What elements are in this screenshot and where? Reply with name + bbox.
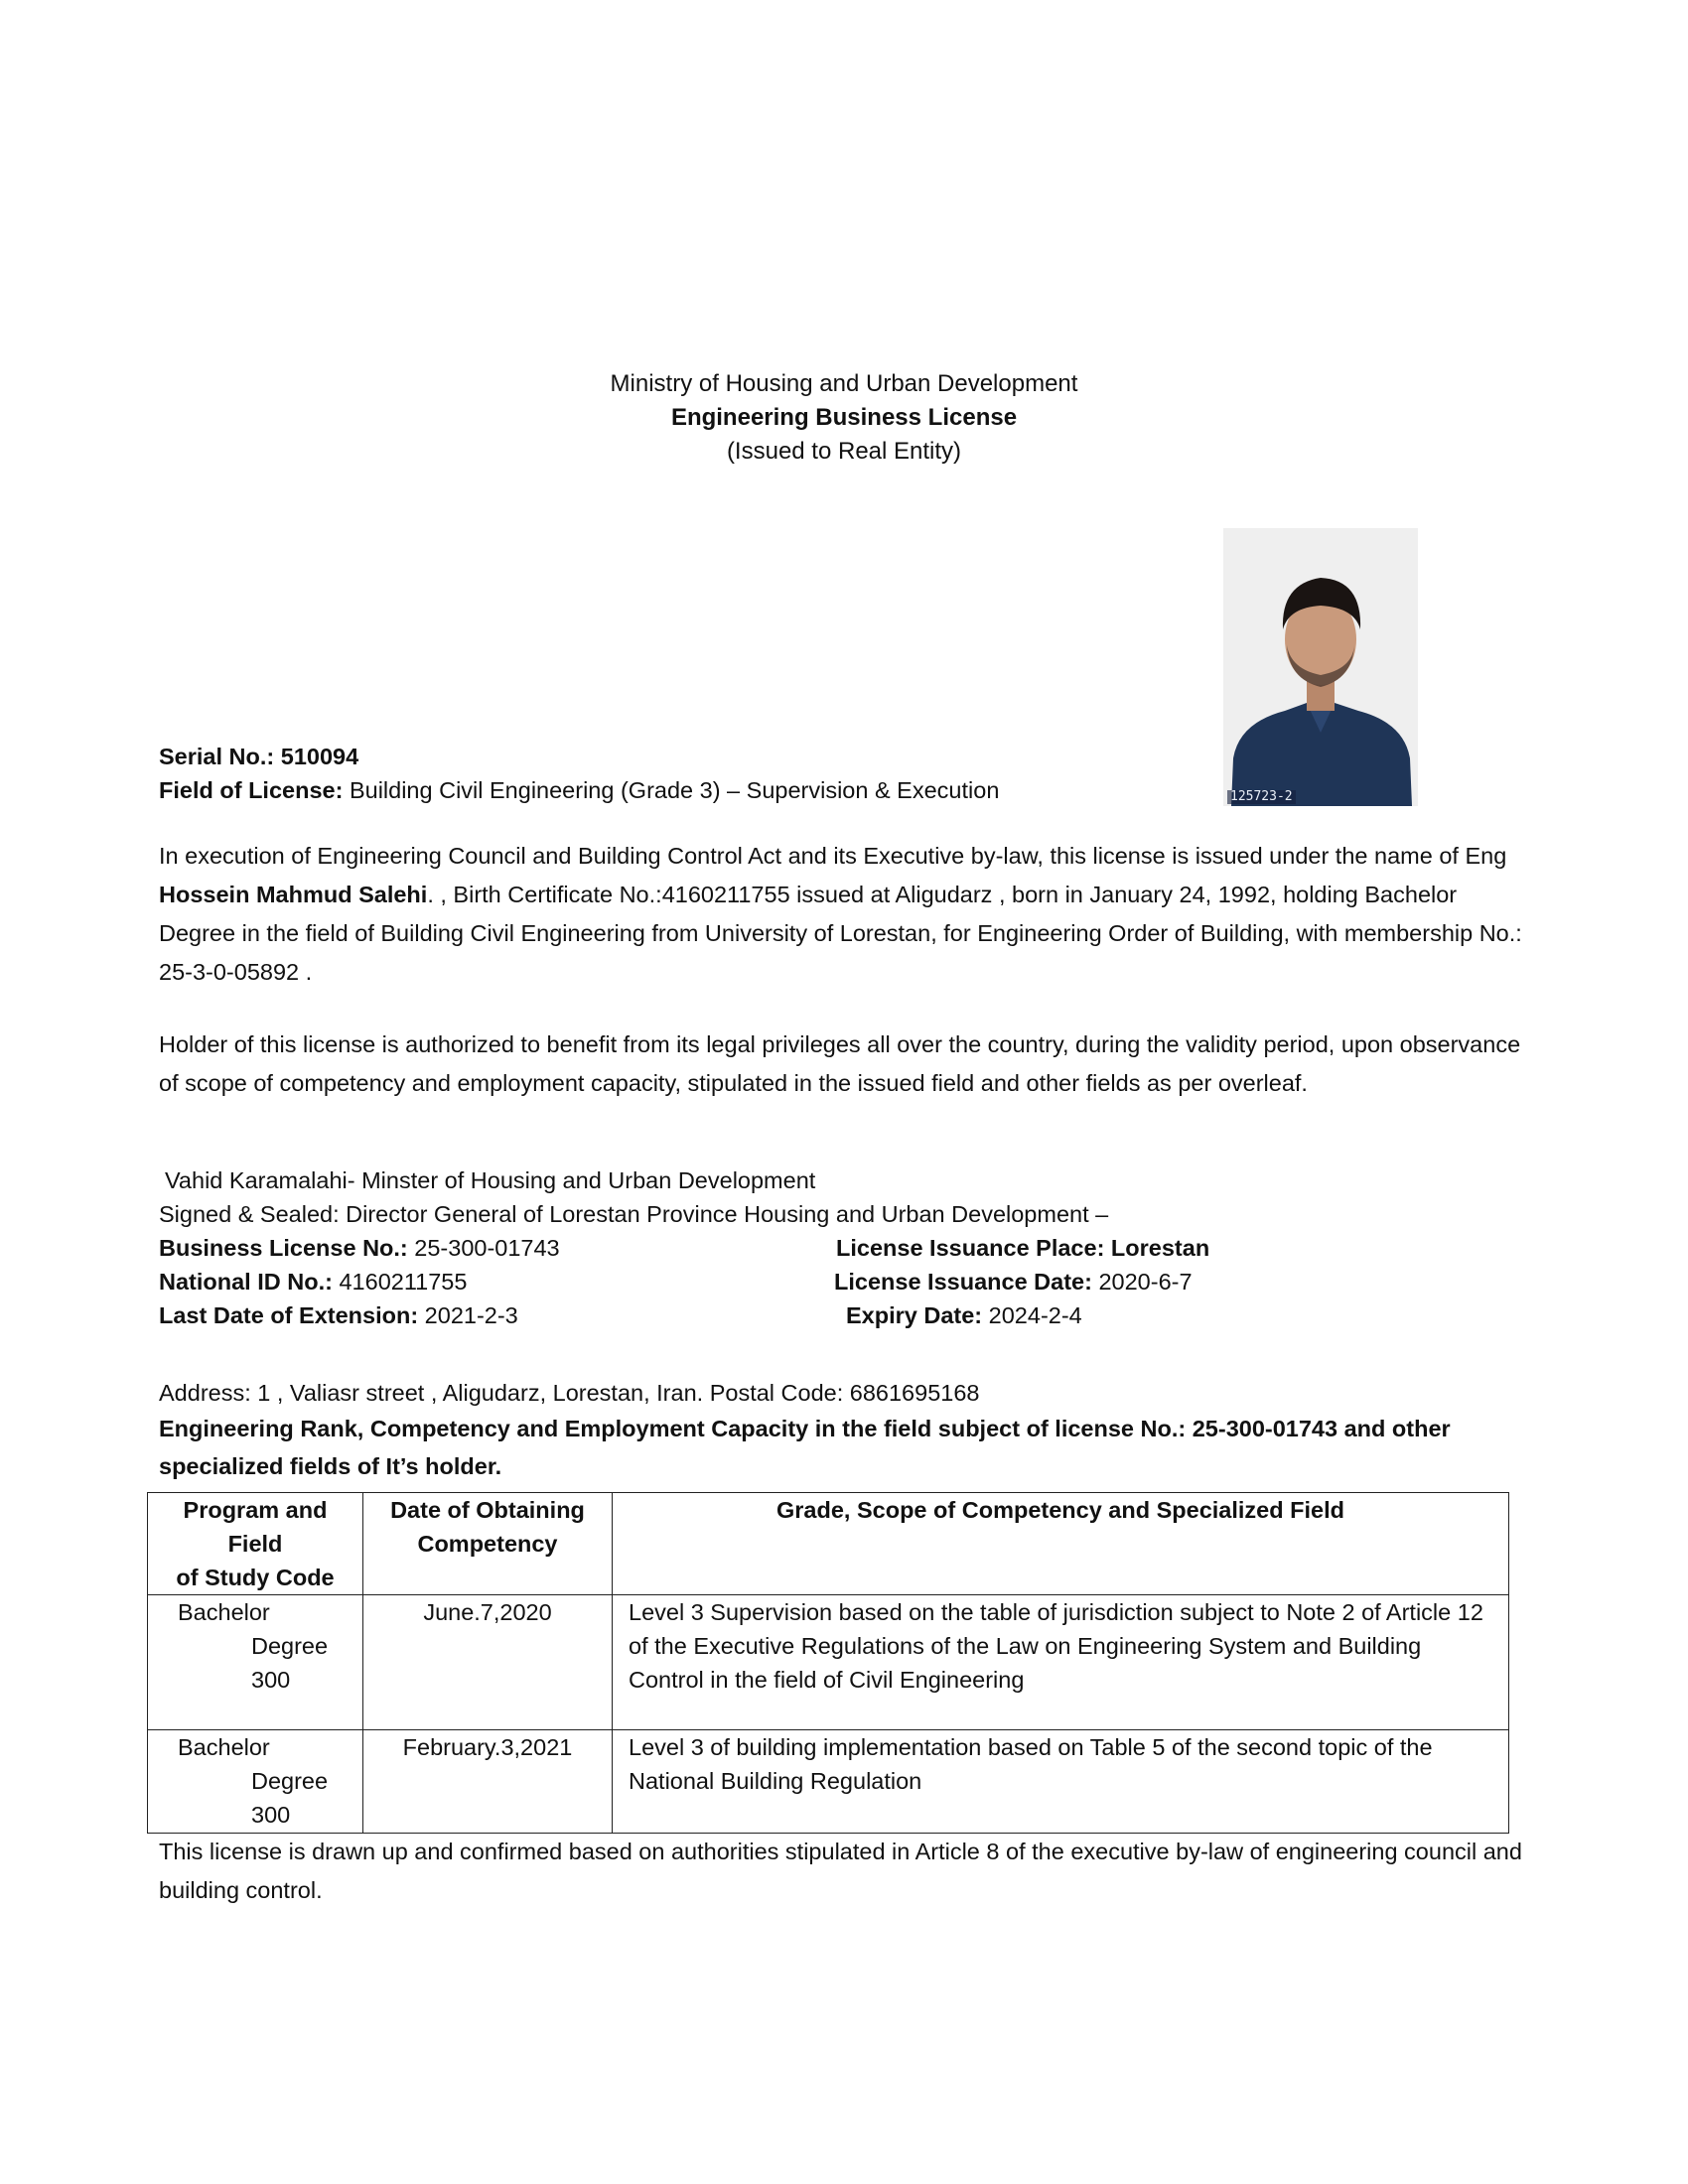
rank-heading: Engineering Rank, Competency and Employment Capacity in the field subject of license No.: 25-300-01743 and other specialized fields of It’s holder. [159,1416,1451,1479]
minister-signature: Vahid Karamalahi- Minster of Housing and Urban Development [165,1167,816,1193]
photo-code: 125723-2 [1227,790,1296,804]
last-date-of-extension: Last Date of Extension: 2021-2-3 [159,1302,518,1328]
national-id-no: National ID No.: 4160211755 [159,1269,468,1295]
holder-authorization: Holder of this license is authorized to benefit from its legal privileges all over the country, during the validity period, upon observance of scope of competency and employment capacity, stipulated in the issued field and other fields as per overleaf. [159,1031,1521,1096]
license-issuance-place: License Issuance Place: Lorestan [836,1235,1210,1261]
portrait-icon [1223,528,1418,806]
holder-name: Hossein Mahmud Salehi [159,882,428,907]
header-scope: Grade, Scope of Competency and Specialized Field [613,1493,1509,1595]
row-program: Bachelor Degree 300 [148,1730,363,1834]
address: Address: 1 , Valiasr street , Aligudarz, Lorestan, Iran. Postal Code: 6861695168 [159,1380,980,1406]
license-issuance-date: License Issuance Date: 2020-6-7 [834,1269,1193,1295]
document-subtitle: (Issued to Real Entity) [726,438,962,465]
ministry-name: Ministry of Housing and Urban Development [610,370,1078,397]
table-header-row [148,1493,1509,1595]
row-scope: Level 3 of building implementation based on Table 5 of the second topic of the National Building Regulation [613,1730,1509,1834]
serial-number: Serial No.: 510094 [159,744,359,769]
document-header [0,367,1688,469]
row-date: February.3,2021 [363,1730,613,1834]
row-scope: Level 3 Supervision based on the table of jurisdiction subject to Note 2 of Article 12 of the Executive Regulations of the Law on Engineering System and Building Control in the field of Civil Engineering [613,1595,1509,1730]
portrait-photo [1223,528,1418,806]
row-date: June.7,2020 [363,1595,613,1730]
table-row [148,1730,1509,1834]
table-row [148,1595,1509,1730]
license-statement: In execution of Engineering Council and Building Control Act and its Executive by-law, this license is issued under the name of Eng Hossein Mahmud Salehi. , Birth Certificate No.:4160211755 issued at Aligudarz , born in January 24, 1992, holding Bachelor Degree in the field of Building Civil Engineering from University of Lorestan, for Engineering Order of Building, with membership No.: 25-3-0-05892 . [159,843,1522,985]
competency-table [147,1492,1509,1834]
document-title: Engineering Business License [670,404,1018,431]
expiry-date: Expiry Date: 2024-2-4 [846,1302,1082,1328]
footer-statement: This license is drawn up and confirmed based on authorities stipulated in Article 8 of the executive by-law of engineering council and building control. [159,1839,1522,1903]
signed-sealed: Signed & Sealed: Director General of Lorestan Province Housing and Urban Development – [159,1201,1109,1227]
header-program: Program and Field of Study Code [148,1493,363,1595]
header-date: Date of Obtaining Competency [363,1493,613,1595]
field-of-license: Field of License: Building Civil Engineering (Grade 3) – Supervision & Execution [159,777,1000,803]
business-license-no: Business License No.: 25-300-01743 [159,1235,560,1261]
row-program: Bachelor Degree 300 [148,1595,363,1730]
